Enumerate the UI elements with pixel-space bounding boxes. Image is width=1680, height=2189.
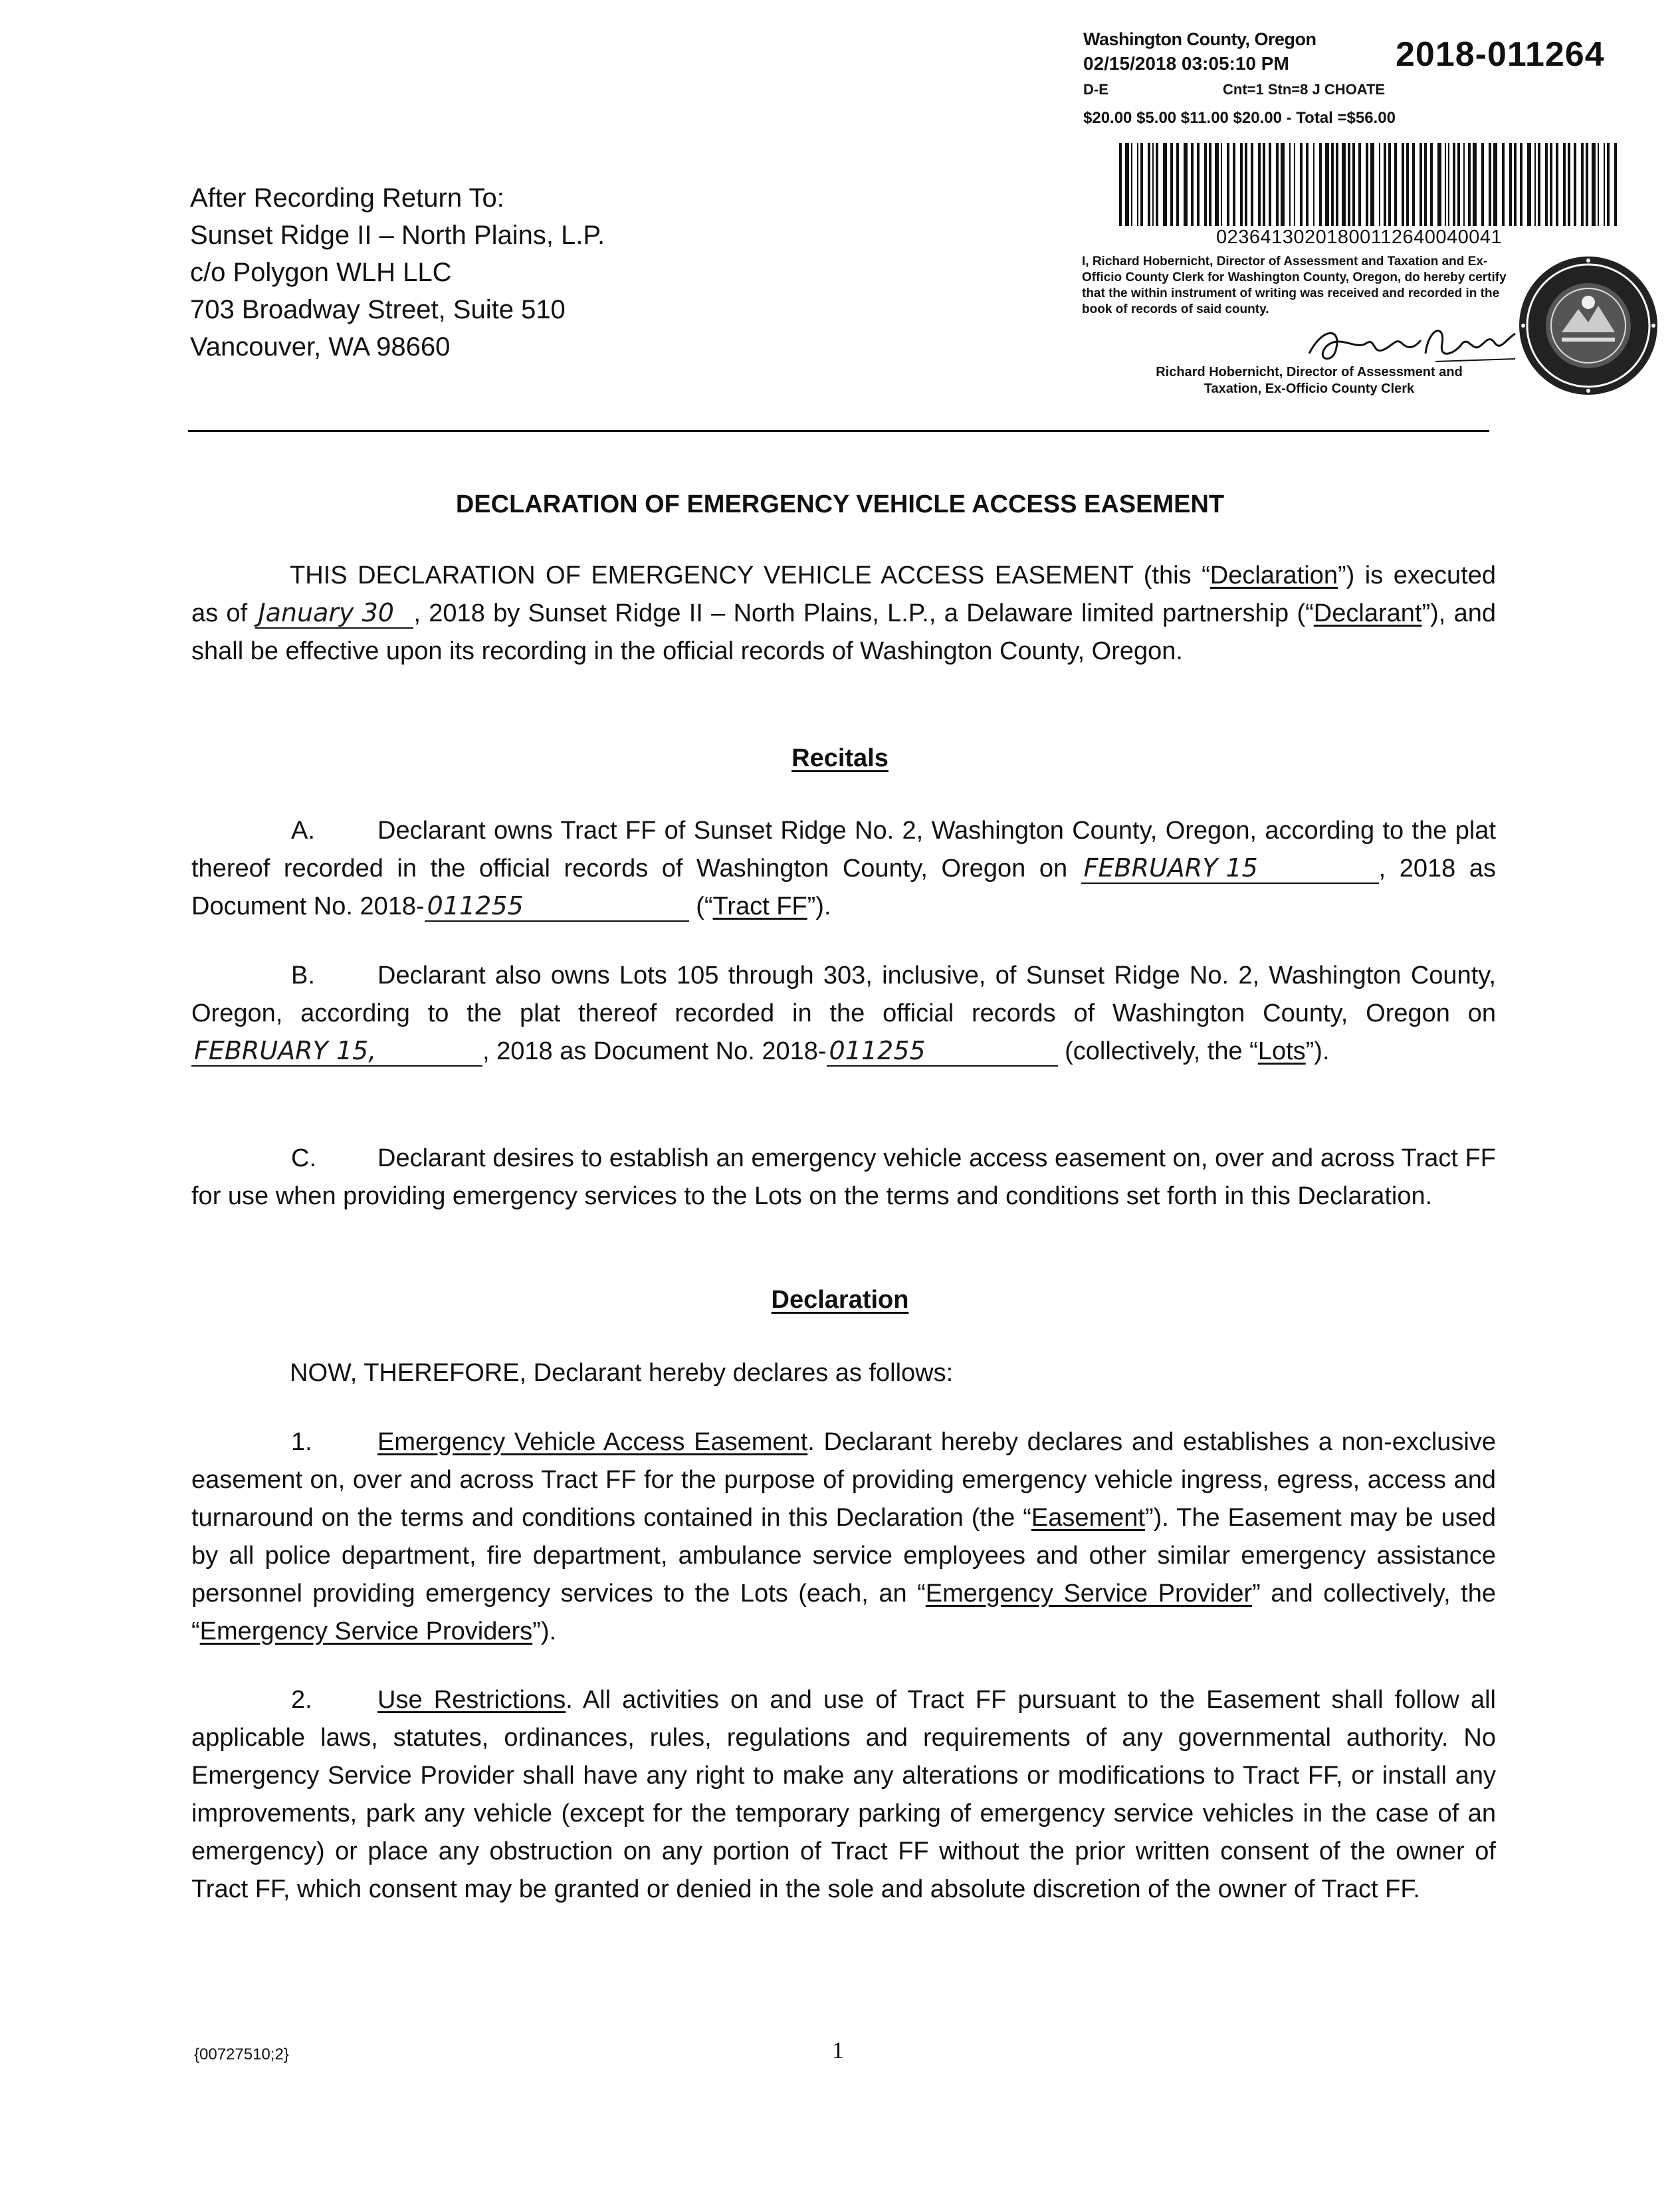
recitals-heading: Recitals xyxy=(791,744,889,772)
footer-document-id: {00727510;2} xyxy=(194,2045,289,2063)
term-declarant: Declarant xyxy=(1313,599,1422,627)
handwritten-docno-b: 011255 xyxy=(827,1036,1058,1067)
return-line-1: Sunset Ridge II – North Plains, L.P. xyxy=(190,221,605,250)
recital-a-label: A. xyxy=(291,817,315,845)
now-therefore-paragraph: NOW, THEREFORE, Declarant hereby declares as follows: xyxy=(290,1359,954,1387)
handwritten-execution-date: January 30 xyxy=(255,598,413,629)
handwritten-plat-date-a: FEBRUARY 15 xyxy=(1081,853,1379,884)
header-divider xyxy=(188,430,1489,432)
recital-b-label: B. xyxy=(291,962,315,990)
recital-c: C. Declarant desires to establish an emergency vehicle access easement on, over and across Tract FF for use when providing emergency services to the Lots on the terms and conditions set forth in this Declaration. xyxy=(191,1140,1496,1215)
term-emergency-service-providers: Emergency Service Providers xyxy=(199,1617,533,1645)
term-easement: Easement xyxy=(1031,1504,1145,1532)
declaration-heading: Declaration xyxy=(771,1286,909,1314)
term-tract-ff: Tract FF xyxy=(712,892,807,920)
stamp-county: Washington County, Oregon xyxy=(1083,29,1316,49)
clerk-certification: I, Richard Hobernicht, Director of Assessment and Taxation and Ex-Officio County Clerk for Washington County, Oregon, do hereby certify that the within instrument of writing was received and recorded in the book of records of said county. xyxy=(1082,255,1507,316)
section-1: 1. Emergency Vehicle Access Easement. Declarant hereby declares and establishes a non-exclusive easement on, over and across Tract FF for the purpose of providing emergency vehicle ingress, egress, access and turnaround on the terms and conditions contained in this Declaration (the “Easement”). The Easement may be used by all police department, fire department, ambulance service employees and other similar emergency assistance personnel providing emergency services to the Lots (each, an “Emergency Service Provider” and collectively, the “Emergency Service Providers”). xyxy=(191,1423,1496,1651)
recital-c-label: C. xyxy=(291,1144,316,1172)
document-title: DECLARATION OF EMERGENCY VEHICLE ACCESS EASEMENT xyxy=(455,490,1225,518)
clerk-officer-title xyxy=(1090,364,1528,397)
term-lots: Lots xyxy=(1257,1037,1306,1065)
barcode-image xyxy=(1116,143,1622,226)
recital-a: A. Declarant owns Tract FF of Sunset Ridge No. 2, Washington County, Oregon, according to the plat thereof recorded in the official records of Washington County, Oregon on FEBRUARY 15 , 2018 as Document No. 2018- 011255 (“Tract FF”). xyxy=(191,812,1496,926)
recital-b: B. Declarant also owns Lots 105 through 303, inclusive, of Sunset Ridge No. 2, Washington County, Oregon, according to the plat thereof recorded in the official records of Washington County, Oregon on FEBRUARY 15, , 2018 as Document No. 2018- 011255 (collectively, the “Lots”). xyxy=(191,957,1496,1071)
term-emergency-service-provider: Emergency Service Provider xyxy=(925,1580,1253,1608)
stamp-document-number: 2018-011264 xyxy=(1396,35,1605,74)
return-line-3: 703 Broadway Street, Suite 510 xyxy=(190,295,566,324)
handwritten-docno-a: 011255 xyxy=(425,891,689,922)
section-1-heading: Emergency Vehicle Access Easement xyxy=(377,1428,808,1456)
return-line-4: Vancouver, WA 98660 xyxy=(190,332,451,362)
page-number: 1 xyxy=(832,2037,844,2063)
section-2-number: 2. xyxy=(291,1686,312,1714)
stamp-count-station: Cnt=1 Stn=8 J CHOATE xyxy=(1223,81,1386,98)
return-address-block xyxy=(190,179,605,365)
intro-paragraph: THIS DECLARATION OF EMERGENCY VEHICLE ACCESS EASEMENT (this “Declaration”) is executed as of January 30 , 2018 by Sunset Ridge II – North Plains, L.P., a Delaware limited partnership (“Declarant”), and shall be effective upon its recording in the official records of Washington County, Oregon. xyxy=(191,562,1497,665)
barcode-number: 02364130201800112640040041 xyxy=(1216,227,1503,248)
officer-line-2: Taxation, Ex-Officio County Clerk xyxy=(1204,381,1415,396)
section-2-heading: Use Restrictions xyxy=(377,1686,566,1714)
section-1-number: 1. xyxy=(291,1428,312,1456)
stamp-datetime: 02/15/2018 03:05:10 PM xyxy=(1083,53,1289,74)
county-seal-image xyxy=(1515,253,1661,399)
handwritten-plat-date-b: FEBRUARY 15, xyxy=(191,1036,482,1067)
return-line-2: c/o Polygon WLH LLC xyxy=(190,258,452,287)
return-heading: After Recording Return To: xyxy=(190,183,504,213)
stamp-doc-type: D-E xyxy=(1083,81,1108,98)
stamp-fees: $20.00 $5.00 $11.00 $20.00 - Total =$56.00 xyxy=(1083,109,1396,127)
section-2: 2. Use Restrictions. All activities on and use of Tract FF pursuant to the Easement shall follow all applicable laws, statutes, ordinances, rules, regulations and requirements of any governmental authority. No Emergency Service Provider shall have any right to make any alterations or modifications to Tract FF, or install any improvements, park any vehicle (except for the temporary parking of emergency service vehicles in the case of an emergency) or place any obstruction on any portion of Tract FF without the prior written consent of the owner of Tract FF, which consent may be granted or denied in the sole and absolute discretion of the owner of Tract FF. xyxy=(191,1681,1496,1909)
term-declaration: Declaration xyxy=(1209,562,1338,589)
officer-line-1: Richard Hobernicht, Director of Assessment and xyxy=(1156,365,1463,379)
